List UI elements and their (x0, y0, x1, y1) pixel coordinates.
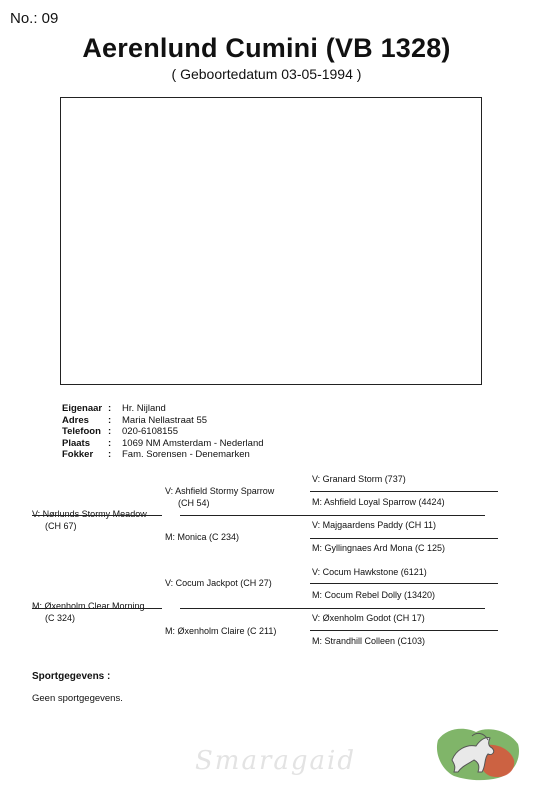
owner-label: Eigenaar (62, 403, 103, 414)
owner-info (62, 403, 264, 461)
pedigree-line-dam (32, 608, 162, 609)
pedigree-line-sire (32, 515, 162, 516)
pedigree-dam-sire: V: Cocum Jackpot (CH 27) (165, 578, 272, 588)
document-number: No.: 09 (10, 10, 59, 27)
sire-sire-name: V: Ashfield Stormy Sparrow (165, 486, 275, 496)
pedigree-dam-dam: M: Øxenholm Claire (C 211) (165, 626, 277, 636)
sire-registration: (CH 67) (45, 520, 77, 531)
city-value: 1069 NM Amsterdam - Nederland (122, 437, 264, 449)
pedigree-ssd: M: Ashfield Loyal Sparrow (4424) (312, 497, 445, 507)
pedigree-line-gen2-dam (180, 608, 485, 609)
pedigree-dsd: M: Cocum Rebel Dolly (13420) (312, 590, 436, 600)
sport-heading: Sportgegevens : (32, 671, 111, 682)
pedigree-sire (32, 509, 147, 532)
pedigree-ddd: M: Strandhill Colleen (C103) (312, 636, 426, 646)
pedigree-sds: V: Majgaardens Paddy (CH 11) (312, 520, 437, 530)
info-row-phone (62, 426, 264, 438)
photo-frame (60, 97, 482, 385)
sire-name: V: Nørlunds Stormy Meadow (32, 509, 147, 519)
dam-registration: (C 324) (45, 612, 76, 623)
watermark: Smaragaid (195, 746, 356, 776)
sire-sire-registration: (CH 54) (178, 497, 210, 508)
phone-value: 020-6108155 (122, 426, 178, 438)
pedigree-dss: V: Cocum Hawkstone (6121) (312, 567, 427, 577)
info-row-address (62, 415, 264, 427)
address-label: Adres (62, 414, 89, 426)
birth-date: ( Geboortedatum 03-05-1994 ) (171, 66, 362, 82)
info-row-owner (62, 403, 264, 415)
pedigree-sire-sire (165, 486, 274, 509)
phone-label: Telefoon (62, 426, 101, 438)
colon: : (108, 426, 112, 438)
owner-value: Hr. Nijland (122, 403, 166, 414)
breeder-value: Fam. Sorensen - Denemarken (122, 449, 250, 461)
page-title: Aerenlund Cumini (VB 1328) (82, 33, 451, 63)
pedigree-dam (32, 601, 145, 624)
colon: : (108, 403, 112, 414)
pedigree-line-gen2-sire (180, 515, 485, 516)
colon: : (108, 414, 112, 426)
colon: : (108, 437, 112, 449)
address-value: Maria Nellastraat 55 (122, 414, 208, 426)
pedigree-line-g3-2 (310, 538, 498, 539)
dam-name: M: Øxenholm Clear Morning (32, 601, 145, 611)
colon: : (108, 449, 112, 461)
sport-text: Geen sportgegevens. (32, 693, 123, 704)
info-row-breeder (62, 449, 264, 461)
pedigree-line-g3-3 (310, 583, 498, 584)
pedigree-dds: V: Øxenholm Godot (CH 17) (312, 613, 425, 623)
info-row-city (62, 438, 264, 450)
horse-logo-icon (432, 722, 524, 789)
breeder-label: Fokker (62, 449, 94, 461)
pedigree-sdd: M: Gyllingnaes Ard Mona (C 125) (312, 543, 446, 553)
pedigree-line-g3-1 (310, 491, 498, 492)
pedigree-line-g3-4 (310, 630, 498, 631)
pedigree-sire-dam: M: Monica (C 234) (165, 532, 240, 542)
pedigree-sss: V: Granard Storm (737) (312, 474, 406, 484)
city-label: Plaats (62, 437, 90, 449)
